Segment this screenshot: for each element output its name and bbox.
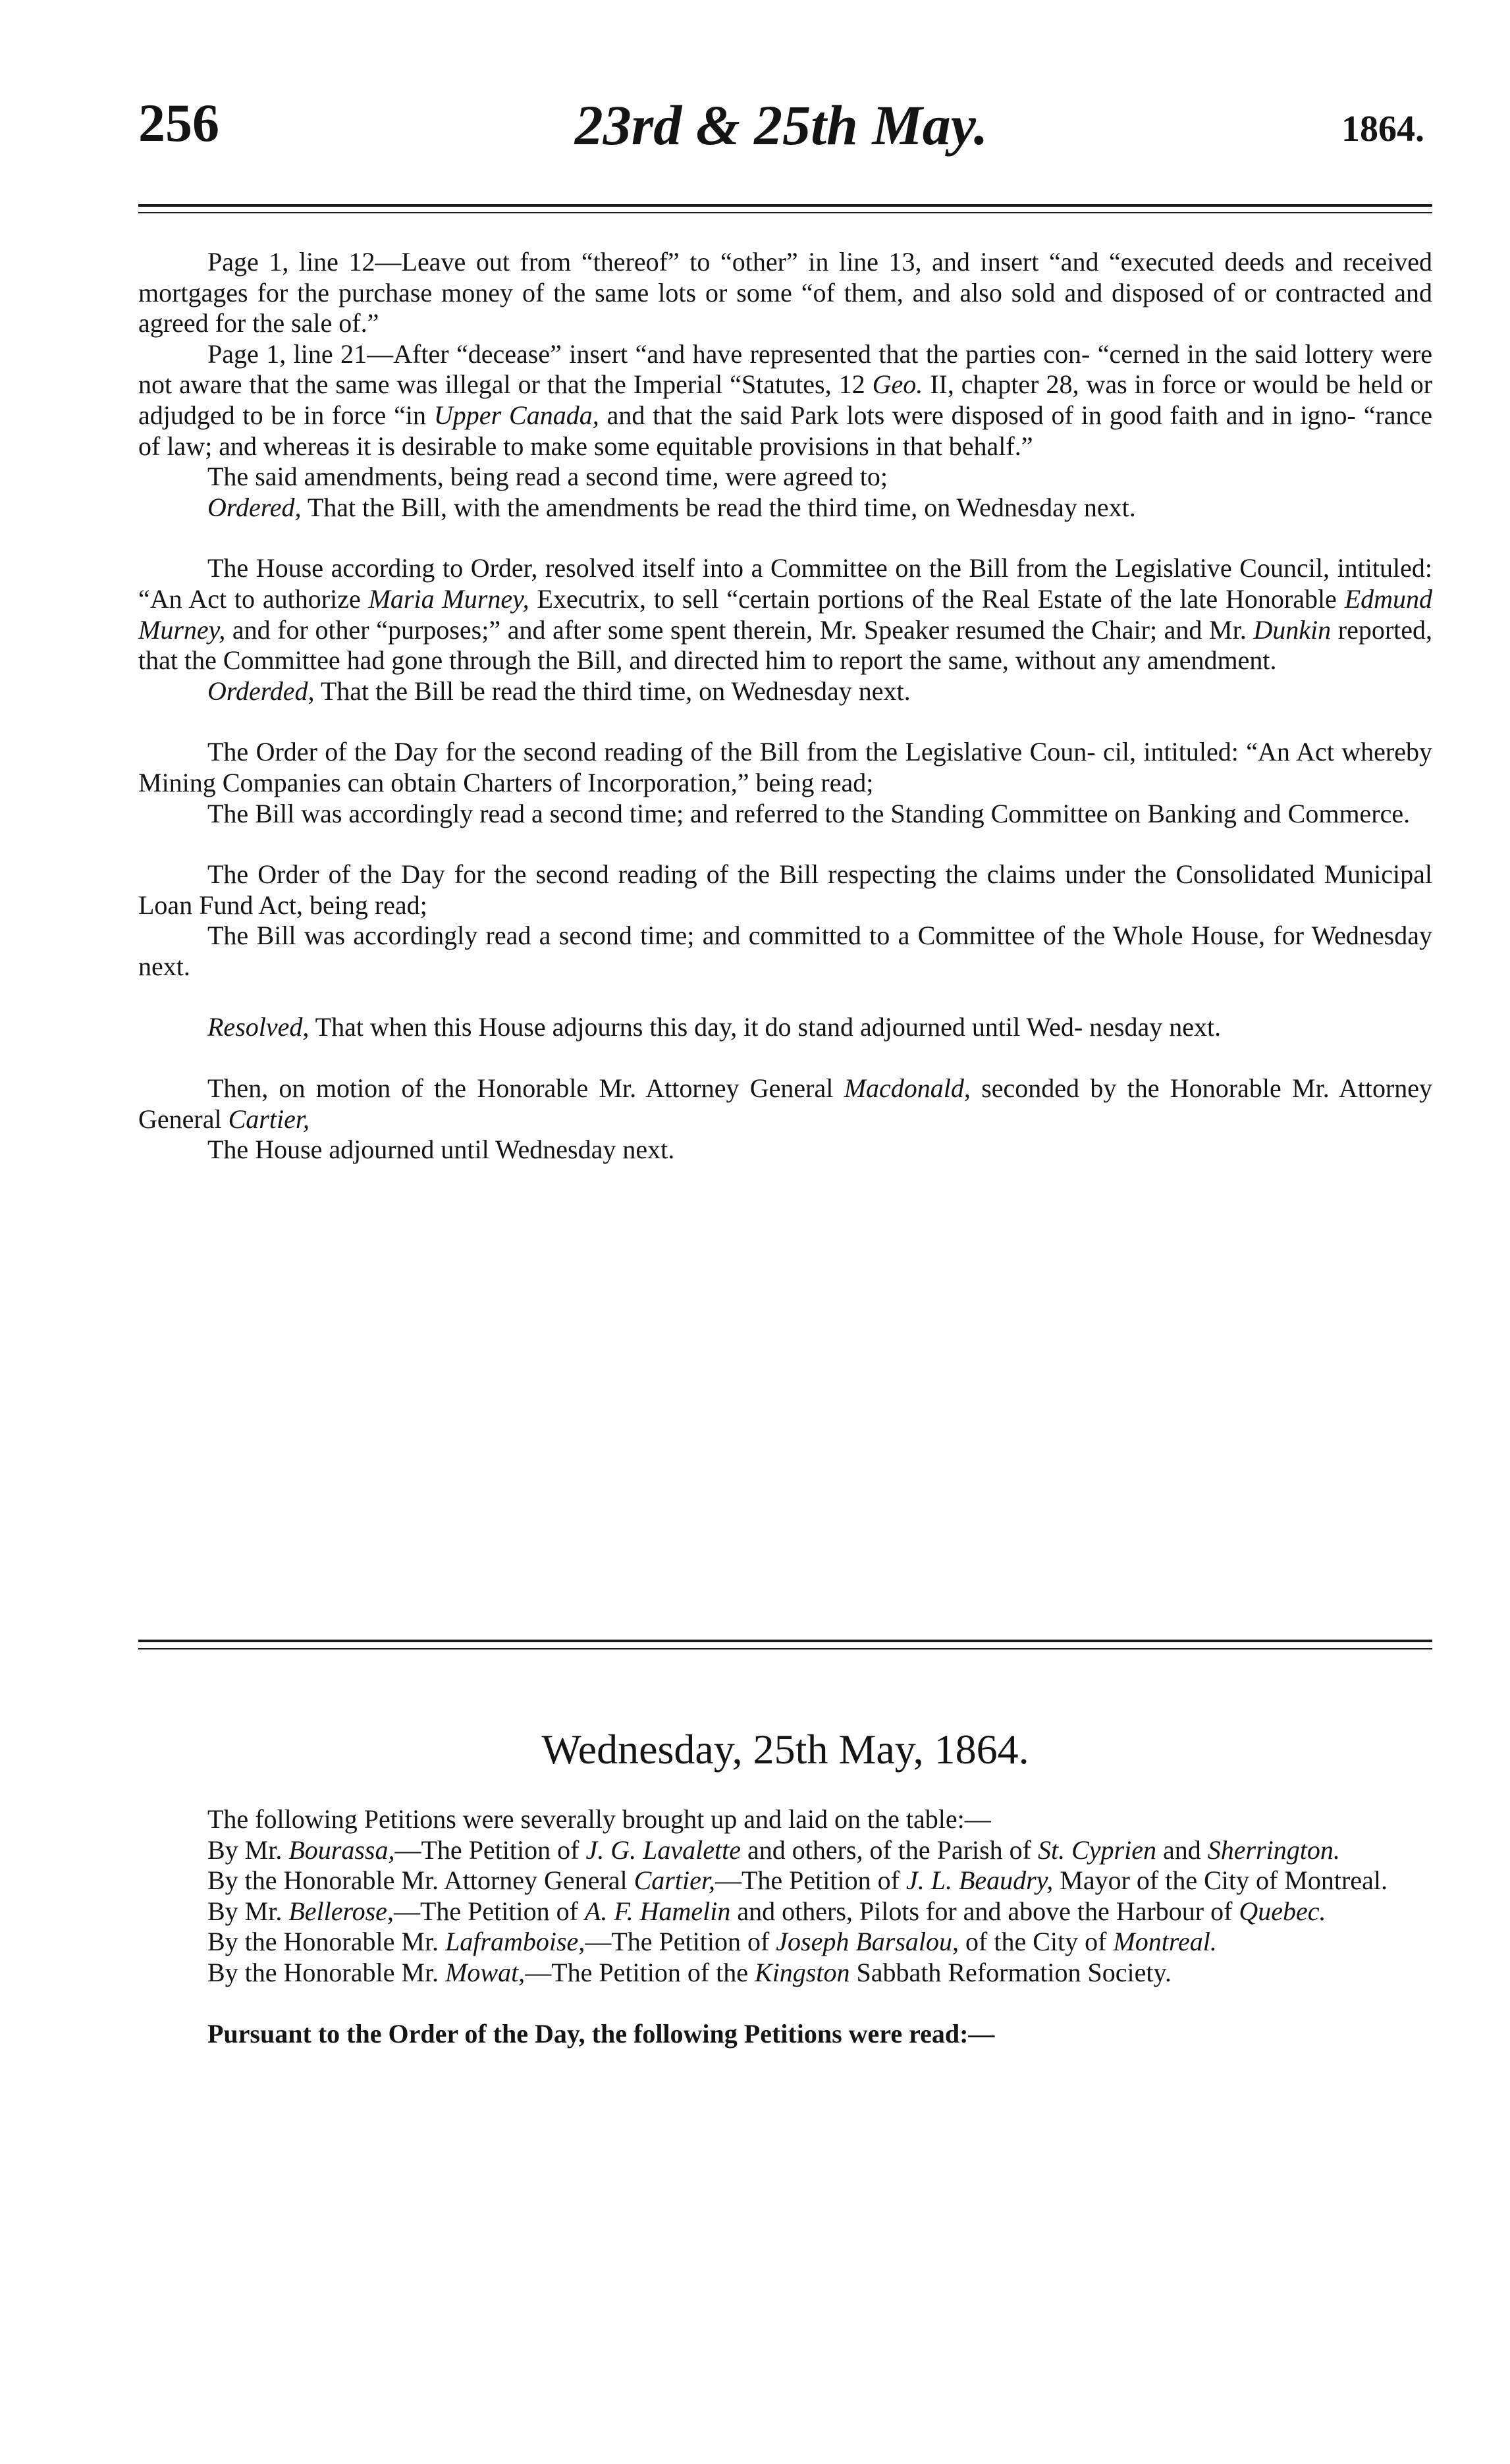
petition-item <box>138 1865 1432 1896</box>
person-name: Maria Murney, <box>368 583 529 614</box>
paragraph-text: That when this House adjourns this day, it do stand adjourned until Wed- nesday next. <box>315 1012 1222 1042</box>
person-name: Edmund Murney, <box>138 583 1433 645</box>
section-rule-top <box>138 1640 1432 1642</box>
paragraph-text: and <box>1162 1835 1201 1865</box>
page-header <box>138 92 1424 171</box>
petitioner-name: Joseph Barsalou, <box>776 1927 959 1957</box>
paragraph-text: Pursuant to the Order of the Day, the following Petitions were read:— <box>207 2018 995 2049</box>
paragraph-text: That the Bill, with the amendments be read the third time, on Wednesday next. <box>307 492 1136 522</box>
paragraph-text: The said amendments, being read a second time, were agreed to; <box>207 462 888 492</box>
paragraph-text: The following Petitions were severally brought up and laid on the table:— <box>207 1804 991 1834</box>
proceedings-23rd-may <box>138 247 1432 1165</box>
place-name: Quebec. <box>1239 1896 1326 1926</box>
member-name: Mowat, <box>445 1957 526 1987</box>
member-name: Cartier, <box>634 1865 715 1896</box>
petition-presenter: By the Honorable Mr. Attorney General <box>207 1865 628 1896</box>
pursuant-paragraph <box>138 2019 1432 2050</box>
petition-presenter: By the Honorable Mr. <box>207 1957 439 1987</box>
resolved-paragraph <box>138 1012 1432 1043</box>
person-name: Macdonald, <box>844 1073 971 1104</box>
petitioner-name: A. F. Hamelin <box>584 1896 731 1926</box>
page-title: 23rd & 25th May. <box>574 94 988 157</box>
paragraph-text: —The Petition of the <box>525 1957 749 1987</box>
member-name: Bourassa, <box>288 1835 395 1865</box>
section-rule-bottom <box>138 1648 1432 1649</box>
amendment-text: Page 1, line 21—After “decease” insert “and have represented that the parties con- “cerned in the said lottery were not aware that the same was illegal or that the Imperial “Statutes, 12 <box>138 338 1432 400</box>
paragraph-text: seconded by the Honorable Mr. Attorney General <box>138 1073 1433 1134</box>
person-name: Cartier, <box>228 1104 310 1134</box>
resolved-label: Resolved, <box>207 1012 310 1042</box>
place-name: St. Cyprien <box>1037 1835 1156 1865</box>
petition-presenter: By the Honorable Mr. <box>207 1927 439 1957</box>
petition-presenter: By Mr. <box>207 1896 283 1926</box>
petitioner-name: Kingston <box>755 1957 850 1987</box>
amendment-agreed <box>138 462 1432 493</box>
petition-item <box>138 1896 1432 1927</box>
paragraph-text: —The Petition of <box>394 1835 580 1865</box>
paragraph-text: The House according to Order, resolved itself into a Committee on the Bill from the Legislative Council, intituled: “An Act to authorize <box>138 553 1432 614</box>
place-name: Sherrington. <box>1207 1835 1340 1865</box>
paragraph-text: The House adjourned until Wednesday next. <box>207 1135 675 1165</box>
header-rule-bottom <box>138 212 1432 213</box>
adjourn-paragraph <box>138 1135 1432 1165</box>
place-name: Montreal. <box>1113 1927 1217 1957</box>
paragraph-text: of the City of <box>965 1927 1107 1957</box>
paragraph-text: and others, Pilots for and above the Harbour of <box>737 1896 1233 1926</box>
place-name: Upper Canada, <box>433 400 599 430</box>
paragraph-text: Mayor of the City of Montreal. <box>1060 1865 1388 1896</box>
mining-bill-paragraph <box>138 799 1432 830</box>
paragraph-text: Then, on motion of the Honorable Mr. Attorney General <box>207 1073 834 1104</box>
ordered-label: Orderded, <box>207 676 315 706</box>
paragraph-text: and others, of the Parish of <box>747 1835 1031 1865</box>
loan-fund-paragraph <box>138 859 1432 921</box>
adjourn-paragraph <box>138 1073 1432 1135</box>
petition-presenter: By Mr. <box>207 1835 283 1865</box>
order-third-reading <box>138 493 1432 523</box>
amendment-paragraph <box>138 339 1432 462</box>
petitioner-name: J. G. Lavalette <box>585 1835 741 1865</box>
header-rule-top <box>138 204 1432 207</box>
day-heading: Wednesday, 25th May, 1864. <box>541 1726 1029 1773</box>
petition-item <box>138 1958 1432 1989</box>
paragraph-text: —The Petition of <box>585 1927 770 1957</box>
petition-item <box>138 1835 1432 1866</box>
amendment-text: and that the said Park lots were disposed of in good faith and in igno- “rance of law; and whereas it is desirable to make some equitable provisions in that behalf.” <box>138 400 1433 461</box>
amendment-text: II, chapter 28, was in force or would be held or adjudged to be in force “in <box>138 369 1433 430</box>
amendment-text: Page 1, line 12—Leave out from “thereof” to “other” in line 13, and insert “and “executed deeds and received mortgages for the purchase money of the same lots or some “of them, and also sold and disposed of or contracted and agreed for the sale of.” <box>138 247 1432 338</box>
paragraph-text: Executrix, to sell “certain portions of the Real Estate of the late Honorable <box>537 583 1337 614</box>
paragraph-text: The Bill was accordingly read a second time; and committed to a Committee of the Whole House, for Wednesday next. <box>138 921 1432 981</box>
petitions-intro <box>138 1804 1432 1835</box>
paragraph-text: That the Bill be read the third time, on Wednesday next. <box>320 676 911 706</box>
amendment-paragraph <box>138 247 1432 339</box>
mining-bill-paragraph <box>138 737 1432 798</box>
order-third-reading <box>138 676 1432 707</box>
paragraph-text: Sabbath Reformation Society. <box>856 1957 1172 1987</box>
member-name: Laframboise, <box>445 1927 585 1957</box>
paragraph-text: The Order of the Day for the second reading of the Bill respecting the claims under the Consolidated Municipal Loan Fund Act, being read; <box>138 859 1432 920</box>
petition-item <box>138 1927 1432 1958</box>
page-number: 256 <box>138 93 219 153</box>
paragraph-text: The Order of the Day for the second reading of the Bill from the Legislative Coun- cil, intituled: “An Act whereby Mining Companies can obtain Charters of Incorporation,” being read; <box>138 737 1432 797</box>
paragraph-text: reported, that the Committee had gone through the Bill, and directed him to report the same, without any amendment. <box>138 614 1433 676</box>
committee-paragraph <box>138 553 1432 676</box>
header-year: 1864. <box>1341 109 1424 149</box>
member-name: Bellerose, <box>288 1896 394 1926</box>
ordered-label: Ordered, <box>207 492 302 522</box>
person-name: Dunkin <box>1253 614 1332 645</box>
loan-fund-paragraph <box>138 921 1432 982</box>
paragraph-text: —The Petition of <box>393 1896 578 1926</box>
petitioner-name: J. L. Beaudry, <box>905 1865 1054 1896</box>
paragraph-text: —The Petition of <box>715 1865 900 1896</box>
paragraph-text: The Bill was accordingly read a second time; and referred to the Standing Committee on Banking and Commerce. <box>207 798 1411 828</box>
statute-abbrev: Geo. <box>872 369 923 400</box>
paragraph-text: and for other “purposes;” and after some spent therein, Mr. Speaker resumed the Chair; and Mr. <box>232 614 1247 645</box>
proceedings-25th-may <box>138 1804 1432 2049</box>
